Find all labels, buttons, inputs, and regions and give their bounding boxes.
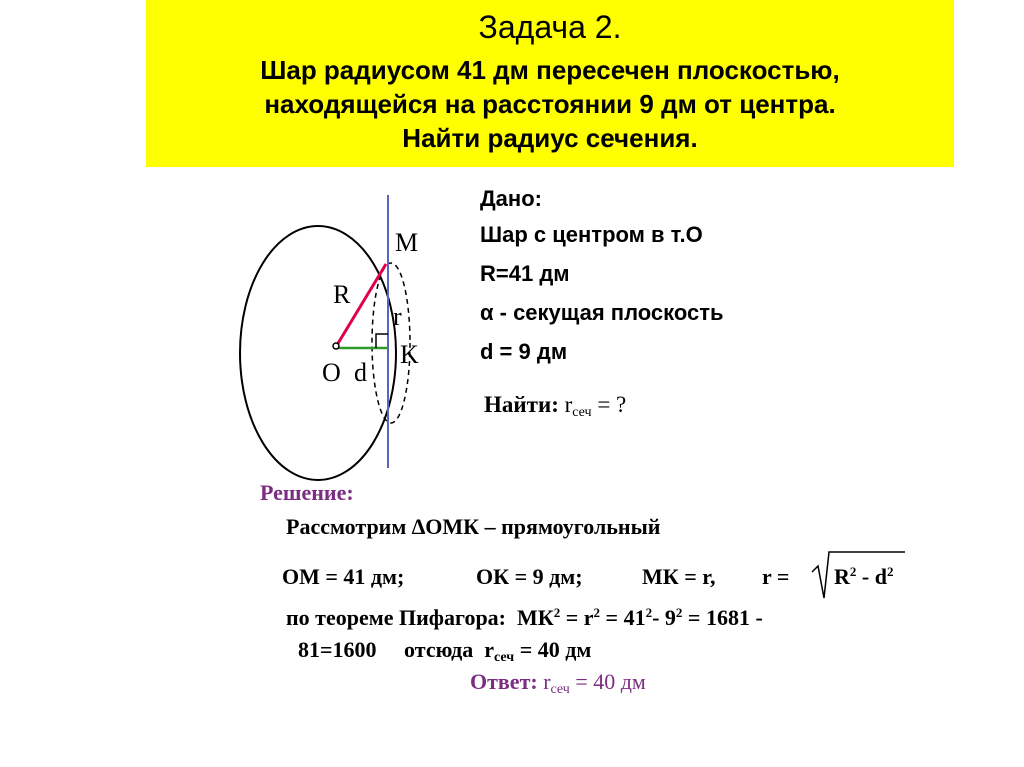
problem-line-2: находящейся на расстоянии 9 дм от центра. — [264, 89, 836, 119]
problem-line-3: Найти радиус сечения. — [402, 123, 698, 153]
solution-line-3: по теореме Пифагора: $МК^2 = r^2 = 41^2-$ $9^2 = 1681$ - — [286, 605, 763, 630]
given-item-1: Шар с центром в т.О — [480, 222, 703, 247]
find-r: r — [564, 392, 573, 417]
given-item-3: α - секущая плоскость — [480, 300, 724, 325]
distance-d-label: d — [354, 358, 367, 387]
find-sub: сеч — [572, 405, 592, 420]
solution-line-4: 81=1600 отсюда $r_{сеч} = 40$ дм — [298, 637, 592, 665]
r-equals: r = — [762, 564, 790, 589]
find-tail: = ? — [591, 392, 627, 417]
problem-line-1: Шар радиусом 41 дм пересечен плоскостью, — [260, 55, 840, 85]
find-label: Найти: — [484, 392, 559, 417]
answer-line: Ответ: $r_{сеч} = 40$ дм — [470, 669, 646, 697]
given-heading: Дано: — [480, 186, 542, 211]
given-item-2: R=41 дм — [480, 261, 570, 286]
radius-r-label: R — [333, 280, 351, 309]
mk-value: МК = r, — [642, 564, 716, 589]
point-m-label: M — [395, 228, 419, 257]
solution-line-1: Рассмотрим ∆ОМК – прямоугольный — [286, 514, 661, 539]
solution-heading: Решение: — [260, 480, 354, 505]
sqrt-expression: $R^2 - d^2$ — [834, 564, 894, 589]
given-item-4: d = 9 дм — [480, 339, 568, 364]
point-o-label: O — [322, 358, 341, 387]
point-k-label: K — [400, 340, 419, 369]
om-value: ОМ = 41 дм; — [282, 564, 405, 589]
section-r-label: r — [393, 302, 402, 331]
answer-label: Ответ: — [470, 669, 538, 694]
ok-value: ОК = 9 дм; — [476, 564, 583, 589]
task-title: Задача 2. — [478, 9, 622, 45]
